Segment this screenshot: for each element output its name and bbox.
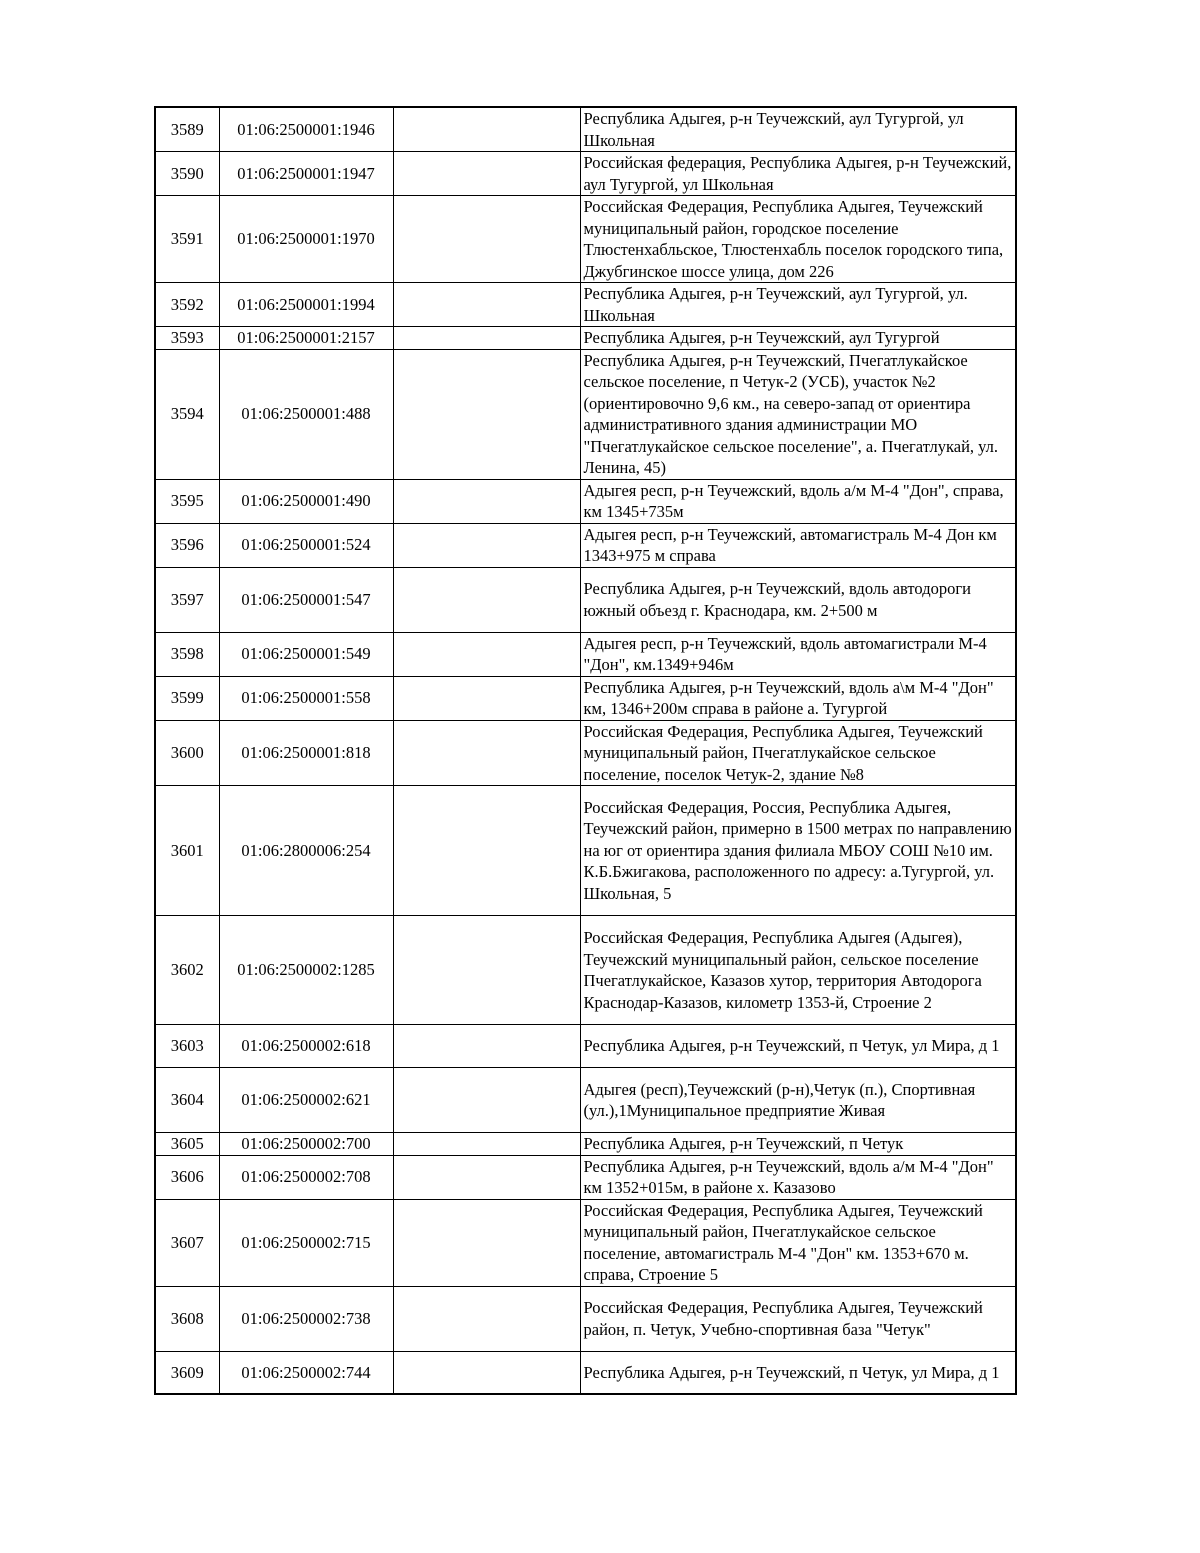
row-number-cell: 3605 [155, 1133, 219, 1156]
cadastral-number-cell: 01:06:2500002:738 [219, 1286, 393, 1351]
address-cell: Республика Адыгея, р-н Теучежский, аул Тугургой, ул. Школьная [580, 283, 1016, 327]
table-row [155, 196, 1016, 283]
empty-cell [393, 720, 580, 786]
table-row [155, 720, 1016, 786]
address-cell: Республика Адыгея, р-н Теучежский, вдоль а/м М-4 "Дон" км 1352+015м, в районе х. Казазово [580, 1155, 1016, 1199]
empty-cell [393, 632, 580, 676]
row-number-cell: 3594 [155, 349, 219, 479]
table-row [155, 1068, 1016, 1133]
empty-cell [393, 1351, 580, 1394]
cadastral-number-cell: 01:06:2500001:1947 [219, 152, 393, 196]
empty-cell [393, 107, 580, 152]
cadastral-number-cell: 01:06:2500002:700 [219, 1133, 393, 1156]
address-cell: Российская Федерация, Республика Адыгея, Теучежский муниципальный район, Пчегатлукайское сельское поселение, автомагистраль М-4 "Дон" км. 1353+670 м. справа, Строение 5 [580, 1199, 1016, 1286]
address-cell: Республика Адыгея, р-н Теучежский, вдоль а\м М-4 "Дон" км, 1346+200м справа в районе а. Тугургой [580, 676, 1016, 720]
empty-cell [393, 1286, 580, 1351]
cadastral-number-cell: 01:06:2500001:2157 [219, 327, 393, 350]
empty-cell [393, 283, 580, 327]
row-number-cell: 3591 [155, 196, 219, 283]
table-row [155, 1286, 1016, 1351]
empty-cell [393, 327, 580, 350]
table-row [155, 152, 1016, 196]
empty-cell [393, 523, 580, 567]
cadastral-number-cell: 01:06:2500002:708 [219, 1155, 393, 1199]
address-cell: Республика Адыгея, р-н Теучежский, аул Тугургой [580, 327, 1016, 350]
cadastral-number-cell: 01:06:2500002:618 [219, 1025, 393, 1068]
row-number-cell: 3597 [155, 567, 219, 632]
cadastral-number-cell: 01:06:2500001:488 [219, 349, 393, 479]
empty-cell [393, 196, 580, 283]
cadastral-number-cell: 01:06:2500001:1970 [219, 196, 393, 283]
table-row [155, 523, 1016, 567]
row-number-cell: 3598 [155, 632, 219, 676]
row-number-cell: 3596 [155, 523, 219, 567]
cadastral-number-cell: 01:06:2500001:549 [219, 632, 393, 676]
address-cell: Адыгея респ, р-н Теучежский, вдоль а/м М-4 "Дон", справа, км 1345+735м [580, 479, 1016, 523]
table-row [155, 916, 1016, 1025]
cadastral-number-cell: 01:06:2500001:1946 [219, 107, 393, 152]
row-number-cell: 3601 [155, 786, 219, 916]
cadastral-number-cell: 01:06:2500001:490 [219, 479, 393, 523]
cadastral-number-cell: 01:06:2500002:1285 [219, 916, 393, 1025]
cadastral-number-cell: 01:06:2500001:524 [219, 523, 393, 567]
cadastral-number-cell: 01:06:2500002:744 [219, 1351, 393, 1394]
empty-cell [393, 152, 580, 196]
address-cell: Адыгея (респ),Теучежский (р-н),Четук (п.), Спортивная (ул.),1Муниципальное предприятие Живая [580, 1068, 1016, 1133]
cadastral-number-cell: 01:06:2500001:558 [219, 676, 393, 720]
row-number-cell: 3590 [155, 152, 219, 196]
cadastral-number-cell: 01:06:2800006:254 [219, 786, 393, 916]
empty-cell [393, 676, 580, 720]
row-number-cell: 3604 [155, 1068, 219, 1133]
address-cell: Российская федерация, Республика Адыгея, р-н Теучежский, аул Тугургой, ул Школьная [580, 152, 1016, 196]
cadastral-number-cell: 01:06:2500001:818 [219, 720, 393, 786]
registry-table [154, 106, 1017, 1395]
empty-cell [393, 1025, 580, 1068]
row-number-cell: 3589 [155, 107, 219, 152]
table-row [155, 1155, 1016, 1199]
table-row [155, 1351, 1016, 1394]
row-number-cell: 3593 [155, 327, 219, 350]
table-row [155, 327, 1016, 350]
table-row [155, 567, 1016, 632]
empty-cell [393, 479, 580, 523]
address-cell: Российская Федерация, Россия, Республика Адыгея, Теучежский район, примерно в 1500 метрах по направлению на юг от ориентира здания филиала МБОУ СОШ №10 им. К.Б.Бжигакова, расположенного по адресу: а.Тугургой, ул. Школьная, 5 [580, 786, 1016, 916]
empty-cell [393, 1199, 580, 1286]
table-row [155, 1133, 1016, 1156]
empty-cell [393, 349, 580, 479]
cadastral-number-cell: 01:06:2500001:547 [219, 567, 393, 632]
address-cell: Адыгея респ, р-н Теучежский, автомагистраль М-4 Дон км 1343+975 м справа [580, 523, 1016, 567]
address-cell: Республика Адыгея, р-н Теучежский, п Четук, ул Мира, д 1 [580, 1351, 1016, 1394]
table-row [155, 786, 1016, 916]
registry-body [155, 107, 1016, 1394]
table-row [155, 676, 1016, 720]
address-cell: Республика Адыгея, р-н Теучежский, п Четук, ул Мира, д 1 [580, 1025, 1016, 1068]
table-row [155, 349, 1016, 479]
address-cell: Республика Адыгея, р-н Теучежский, аул Тугургой, ул Школьная [580, 107, 1016, 152]
table-row [155, 283, 1016, 327]
address-cell: Российская Федерация, Республика Адыгея, Теучежский муниципальный район, Пчегатлукайское сельское поселение, поселок Четук-2, здание №8 [580, 720, 1016, 786]
table-row [155, 479, 1016, 523]
address-cell: Российская Федерация, Республика Адыгея (Адыгея), Теучежский муниципальный район, сельское поселение Пчегатлукайское, Казазов хутор, территория Автодорога Краснодар-Казазов, километр 1353-й, Строение 2 [580, 916, 1016, 1025]
address-cell: Адыгея респ, р-н Теучежский, вдоль автомагистрали М-4 "Дон", км.1349+946м [580, 632, 1016, 676]
row-number-cell: 3606 [155, 1155, 219, 1199]
table-row [155, 107, 1016, 152]
address-cell: Республика Адыгея, р-н Теучежский, п Четук [580, 1133, 1016, 1156]
row-number-cell: 3608 [155, 1286, 219, 1351]
address-cell: Республика Адыгея, р-н Теучежский, Пчегатлукайское сельское поселение, п Четук-2 (УСБ), участок №2 (ориентировочно 9,6 км., на северо-запад от ориентира административного здания администрации МО "Пчегатлукайское сельское поселение", а. Пчегатлукай, ул. Ленина, 45) [580, 349, 1016, 479]
empty-cell [393, 1133, 580, 1156]
cadastral-number-cell: 01:06:2500002:715 [219, 1199, 393, 1286]
empty-cell [393, 1155, 580, 1199]
row-number-cell: 3600 [155, 720, 219, 786]
table-row [155, 1199, 1016, 1286]
cadastral-number-cell: 01:06:2500002:621 [219, 1068, 393, 1133]
address-cell: Российская Федерация, Республика Адыгея, Теучежский район, п. Четук, Учебно-спортивная база "Четук" [580, 1286, 1016, 1351]
row-number-cell: 3602 [155, 916, 219, 1025]
row-number-cell: 3599 [155, 676, 219, 720]
empty-cell [393, 786, 580, 916]
empty-cell [393, 567, 580, 632]
row-number-cell: 3603 [155, 1025, 219, 1068]
empty-cell [393, 916, 580, 1025]
row-number-cell: 3609 [155, 1351, 219, 1394]
cadastral-number-cell: 01:06:2500001:1994 [219, 283, 393, 327]
address-cell: Российская Федерация, Республика Адыгея, Теучежский муниципальный район, городское поселение Тлюстенхабльское, Тлюстенхабль поселок городского типа, Джубгинское шоссе улица, дом 226 [580, 196, 1016, 283]
row-number-cell: 3607 [155, 1199, 219, 1286]
table-row [155, 1025, 1016, 1068]
table-row [155, 632, 1016, 676]
row-number-cell: 3592 [155, 283, 219, 327]
address-cell: Республика Адыгея, р-н Теучежский, вдоль автодороги южный объезд г. Краснодара, км. 2+500 м [580, 567, 1016, 632]
row-number-cell: 3595 [155, 479, 219, 523]
empty-cell [393, 1068, 580, 1133]
